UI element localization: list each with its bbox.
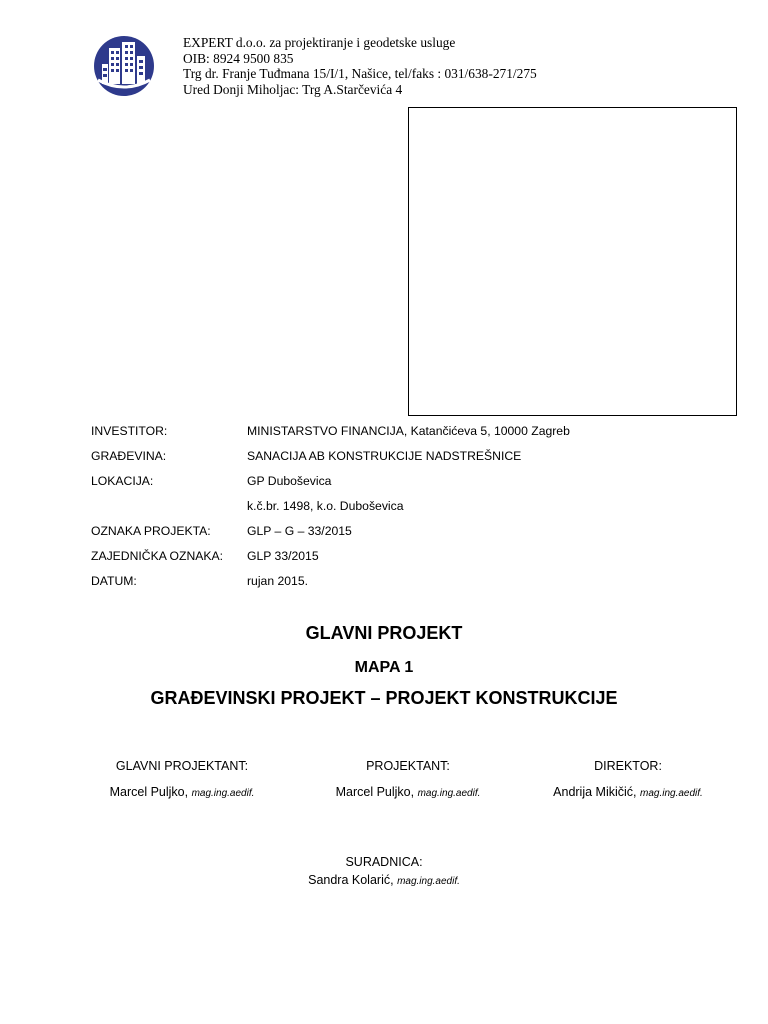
- info-label: GRAĐEVINA:: [91, 449, 167, 463]
- company-header: [183, 35, 537, 97]
- info-label: OZNAKA PROJEKTA:: [91, 524, 211, 538]
- signature-degree: mag.ing.aedif.: [417, 788, 481, 799]
- info-row-cestica: [91, 498, 570, 523]
- info-value: SANACIJA AB KONSTRUKCIJE NADSTREŠNICE: [247, 449, 522, 463]
- info-row-zajednicka-oznaka: [91, 548, 570, 573]
- folder-title: MAPA 1: [354, 659, 414, 676]
- main-title: GLAVNI PROJEKT: [305, 623, 463, 643]
- signature-name: Marcel Puljko,: [109, 785, 189, 799]
- signature-name: Sandra Kolarić,: [308, 873, 394, 887]
- info-row-datum: [91, 573, 570, 598]
- info-row-lokacija: [91, 473, 570, 498]
- info-value: GP Duboševica: [247, 474, 332, 488]
- info-value: rujan 2015.: [247, 574, 308, 588]
- signature-direktor: [520, 758, 736, 802]
- signature-role: SURADNICA:: [345, 855, 423, 869]
- signature-role: GLAVNI PROJEKTANT:: [115, 759, 249, 773]
- info-value: k.č.br. 1498, k.o. Duboševica: [247, 499, 404, 513]
- signature-degree: mag.ing.aedif.: [191, 788, 255, 799]
- project-info-table: [91, 423, 570, 598]
- signature-degree: mag.ing.aedif.: [397, 876, 460, 887]
- company-name-line: EXPERT d.o.o. za projektiranje i geodetske usluge: [183, 35, 456, 50]
- building-logo-icon: [92, 34, 156, 98]
- info-label: DATUM:: [91, 574, 137, 588]
- info-label: INVESTITOR:: [91, 424, 168, 438]
- info-value: GLP 33/2015: [247, 549, 319, 563]
- info-value: MINISTARSTVO FINANCIJA, Katančićeva 5, 10000 Zagreb: [247, 424, 570, 438]
- project-subtitle: GRAĐEVINSKI PROJEKT – PROJEKT KONSTRUKCIJE: [150, 688, 618, 708]
- info-label: [91, 498, 247, 523]
- info-label: LOKACIJA:: [91, 474, 154, 488]
- info-value: GLP – G – 33/2015: [247, 524, 352, 538]
- signature-degree: mag.ing.aedif.: [640, 788, 703, 799]
- info-row-gradevina: [91, 448, 570, 473]
- company-address-line: Trg dr. Franje Tuđmana 15/I/1, Našice, tel/faks : 031/638-271/275: [183, 66, 537, 81]
- info-row-investitor: [91, 423, 570, 448]
- signature-projektant: [304, 758, 512, 802]
- signature-name: Andrija Mikičić,: [553, 785, 637, 799]
- signature-glavni-projektant: [82, 758, 282, 802]
- signature-role: DIREKTOR:: [594, 759, 662, 773]
- company-oib-line: OIB: 8924 9500 835: [183, 50, 294, 66]
- company-office-line: Ured Donji Miholjac: Trg A.Starčevića 4: [183, 81, 403, 97]
- photo-placeholder-box: [408, 107, 737, 416]
- signature-suradnica: [284, 854, 484, 890]
- signature-role: PROJEKTANT:: [366, 759, 450, 773]
- info-row-oznaka-projekta: [91, 523, 570, 548]
- signature-name: Marcel Puljko,: [335, 785, 415, 799]
- info-label: ZAJEDNIČKA OZNAKA:: [91, 549, 224, 563]
